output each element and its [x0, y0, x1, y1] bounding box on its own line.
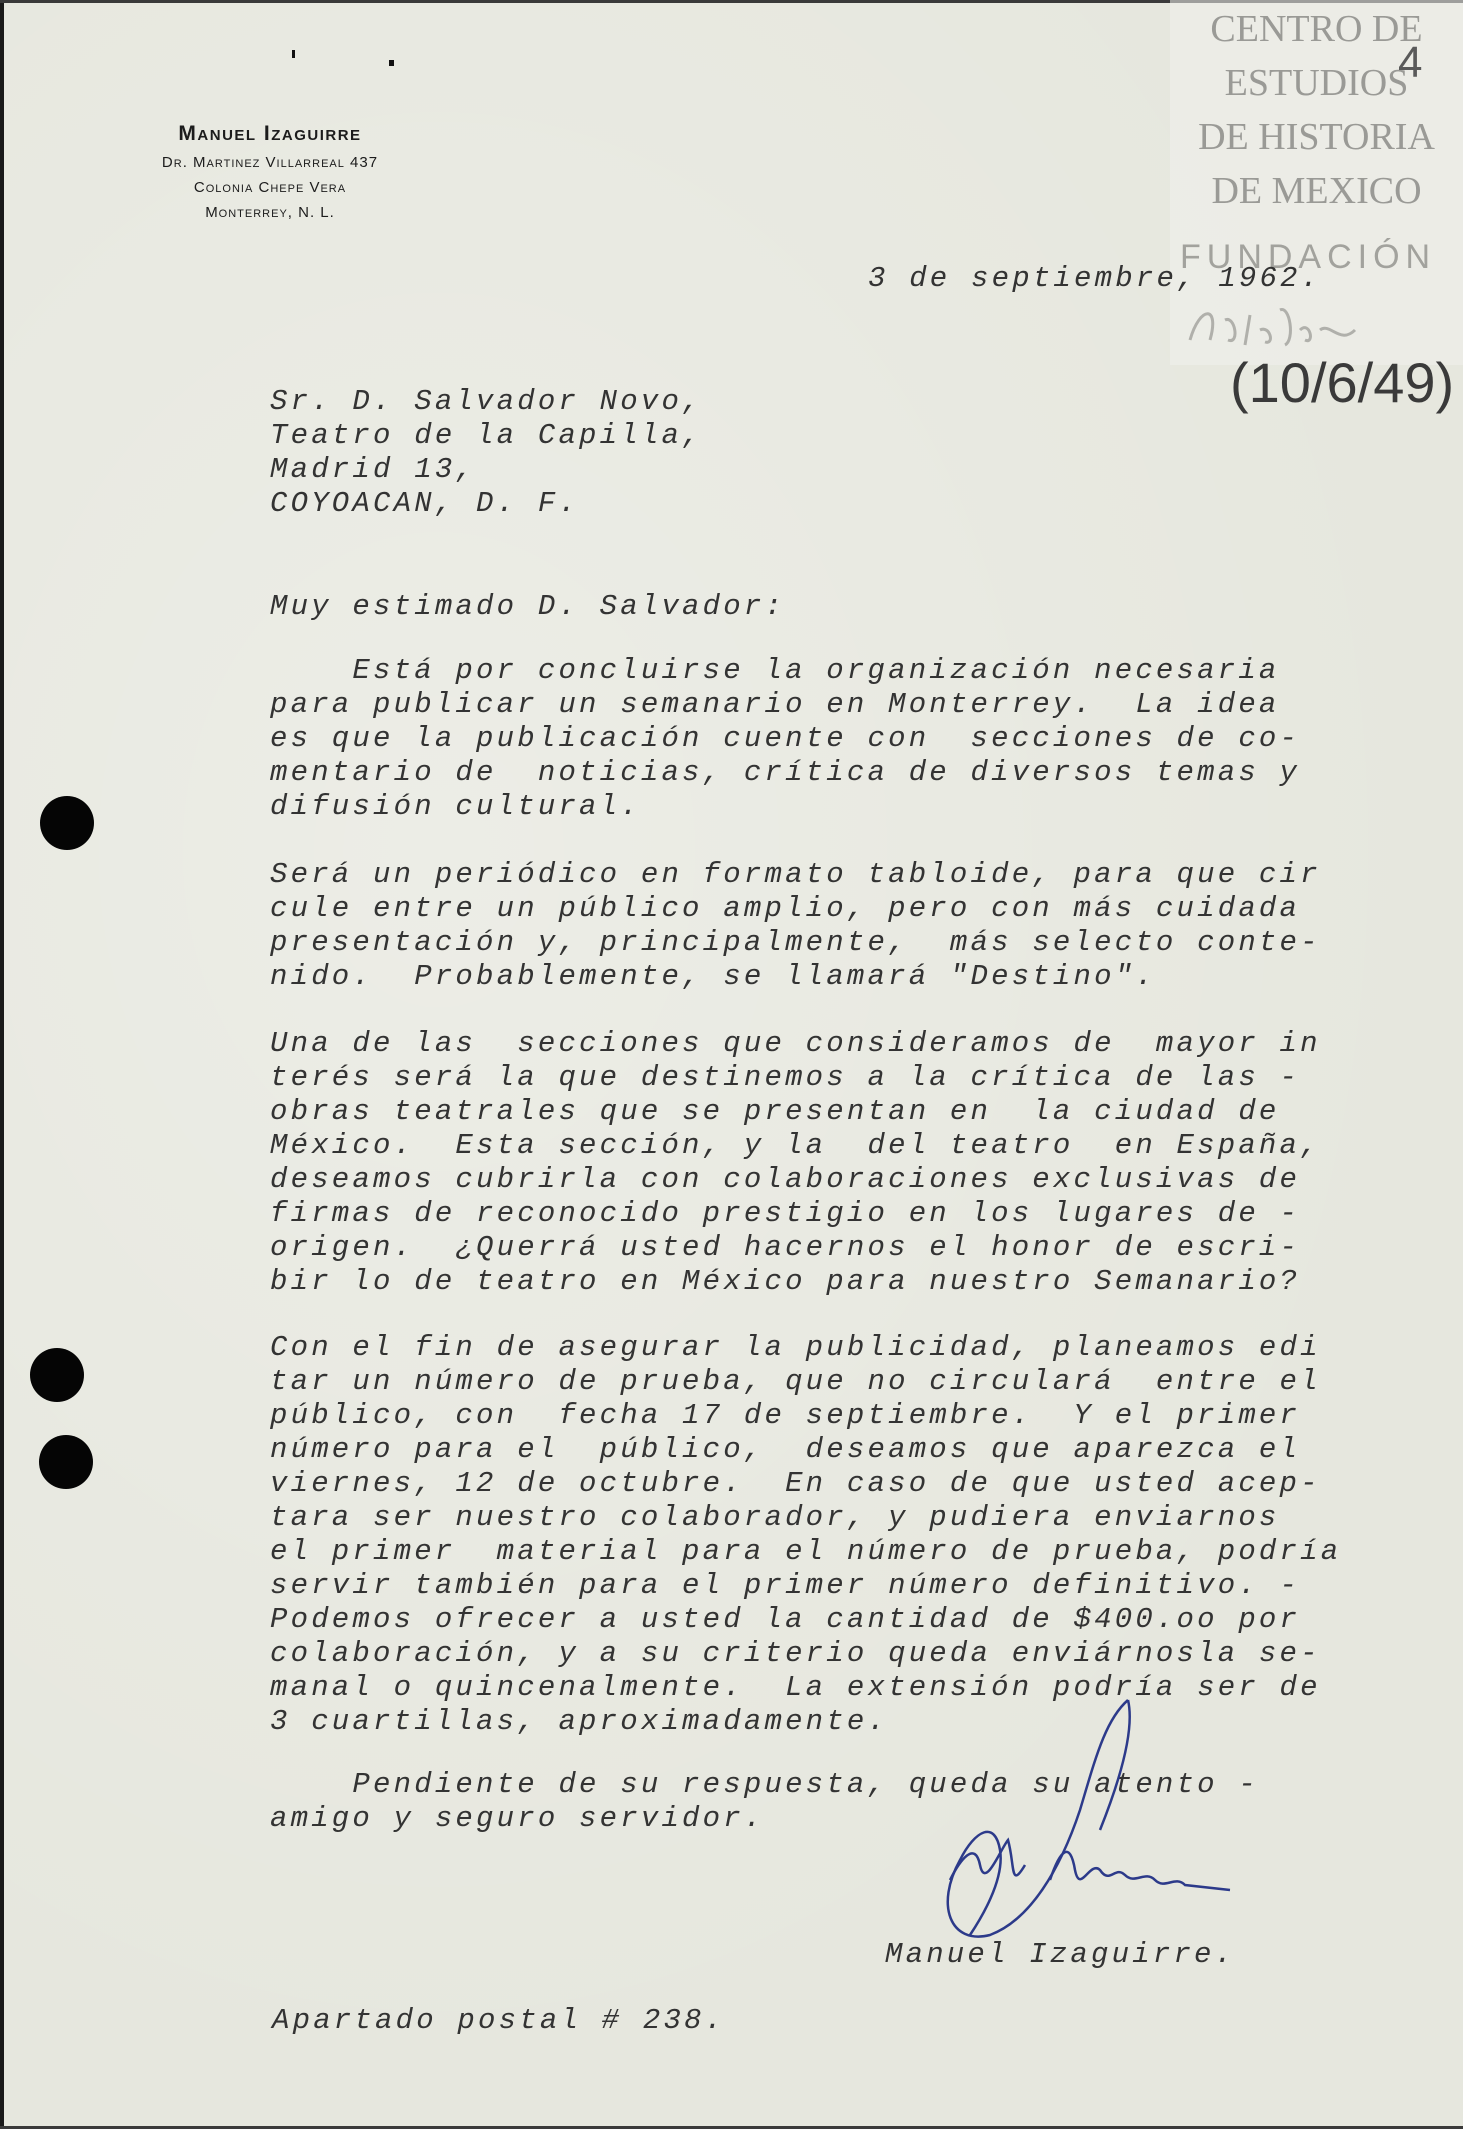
- paragraph-line: público, con fecha 17 de septiembre. Y el primer: [270, 1399, 1301, 1432]
- archive-reference-text: (10/6/49): [1230, 351, 1455, 414]
- paragraph-line: difusión cultural.: [270, 790, 641, 823]
- paragraph-line: tara ser nuestro colaborador, y pudiera enviarnos: [270, 1501, 1280, 1534]
- paragraph-line: mentario de noticias, crítica de diversos temas y: [270, 756, 1301, 789]
- recipient-block: [270, 385, 703, 521]
- paragraph-line: cule entre un público amplio, pero con más cuidada: [270, 892, 1301, 925]
- letter-date: 3 de septiembre, 1962.: [868, 262, 1322, 295]
- paragraph-line: el primer material para el número de prueba, podría: [270, 1535, 1342, 1568]
- letterhead-address-colonia: Colonia Chepe Vera: [193, 179, 347, 196]
- letterhead: [120, 122, 420, 221]
- paragraph-line: es que la publicación cuente con secciones de co-: [270, 722, 1301, 755]
- paragraph-line: obras teatrales que se presentan en la ciudad de: [270, 1095, 1280, 1128]
- stamp-line: DE MEXICO: [1211, 170, 1422, 212]
- paragraph-line: deseamos cubrirla con colaboraciones exclusivas de: [270, 1163, 1301, 1196]
- closing-line: Pendiente de su respuesta, queda su atento -: [270, 1768, 1259, 1801]
- paragraph-4: [270, 1331, 1341, 1739]
- handwritten-signature-icon: [930, 1690, 1260, 1960]
- closing-line: amigo y seguro servidor.: [270, 1802, 765, 1835]
- stamp-line: ESTUDIOS: [1224, 62, 1409, 104]
- paragraph-2: [270, 858, 1321, 994]
- paragraph-line: firmas de reconocido prestigio en los lugares de -: [270, 1197, 1301, 1230]
- letterhead-name: Manuel Izaguirre: [178, 122, 362, 145]
- letterhead-address-city: Monterrey, N. L.: [205, 204, 335, 221]
- paragraph-line: Está por concluirse la organización necesaria: [270, 654, 1280, 687]
- punch-hole: [40, 796, 94, 850]
- recipient-line: Madrid 13,: [270, 453, 477, 486]
- postal-box: Apartado postal # 238.: [272, 2004, 726, 2037]
- paragraph-line: tar un número de prueba, que no circulará entre el: [270, 1365, 1321, 1398]
- paragraph-1: [270, 654, 1300, 824]
- paragraph-line: presentación y, principalmente, más selecto conte-: [270, 926, 1321, 959]
- recipient-line: Sr. D. Salvador Novo,: [270, 385, 703, 418]
- stamp-line: DE HISTORIA: [1198, 116, 1435, 158]
- archive-reference-handwritten: [1230, 340, 1455, 440]
- recipient-line: Teatro de la Capilla,: [270, 419, 703, 452]
- paragraph-line: nido. Probablemente, se llamará "Destino".: [270, 960, 1156, 993]
- recipient-line: COYOACAN, D. F.: [270, 487, 580, 520]
- paragraph-line: bir lo de teatro en México para nuestro Semanario?: [270, 1265, 1301, 1298]
- paragraph-line: Una de las secciones que consideramos de mayor in: [270, 1027, 1321, 1060]
- paragraph-line: Con el fin de asegurar la publicidad, planeamos edi: [270, 1331, 1321, 1364]
- paragraph-line: colaboración, y a su criterio queda enviárnosla se-: [270, 1637, 1321, 1670]
- punch-hole: [30, 1348, 84, 1402]
- salutation: Muy estimado D. Salvador:: [270, 590, 786, 623]
- paper-mark: [292, 50, 295, 58]
- paragraph-line: Será un periódico en formato tabloide, para que cir: [270, 858, 1321, 891]
- letterhead-address-street: Dr. Martinez Villarreal 437: [161, 154, 379, 171]
- paragraph-line: México. Esta sección, y la del teatro en España,: [270, 1129, 1321, 1162]
- paragraph-line: para publicar un semanario en Monterrey. La idea: [270, 688, 1280, 721]
- paragraph-line: terés será la que destinemos a la crítica de las -: [270, 1061, 1301, 1094]
- paragraph-3: [270, 1027, 1321, 1299]
- paper-mark: [389, 60, 394, 66]
- paragraph-line: Podemos ofrecer a usted la cantidad de $400.oo por: [270, 1603, 1301, 1636]
- stamp-fundacion: FUNDACIÓN: [1180, 238, 1437, 276]
- paragraph-line: 3 cuartillas, aproximadamente.: [270, 1705, 889, 1738]
- paragraph-line: número para el público, deseamos que aparezca el: [270, 1433, 1301, 1466]
- stamp-line: CENTRO DE: [1210, 8, 1423, 50]
- scan-edge-left: [0, 0, 4, 2129]
- folio-number: 4: [1398, 38, 1423, 87]
- paragraph-line: origen. ¿Querrá usted hacernos el honor de escri-: [270, 1231, 1301, 1264]
- signer-name: Manuel Izaguirre.: [885, 1938, 1236, 1971]
- punch-hole: [39, 1435, 93, 1489]
- paragraph-line: manal o quincenalmente. La extensión podría ser de: [270, 1671, 1321, 1704]
- paragraph-line: viernes, 12 de octubre. En caso de que usted acep-: [270, 1467, 1321, 1500]
- paragraph-line: servir también para el primer número definitivo. -: [270, 1569, 1301, 1602]
